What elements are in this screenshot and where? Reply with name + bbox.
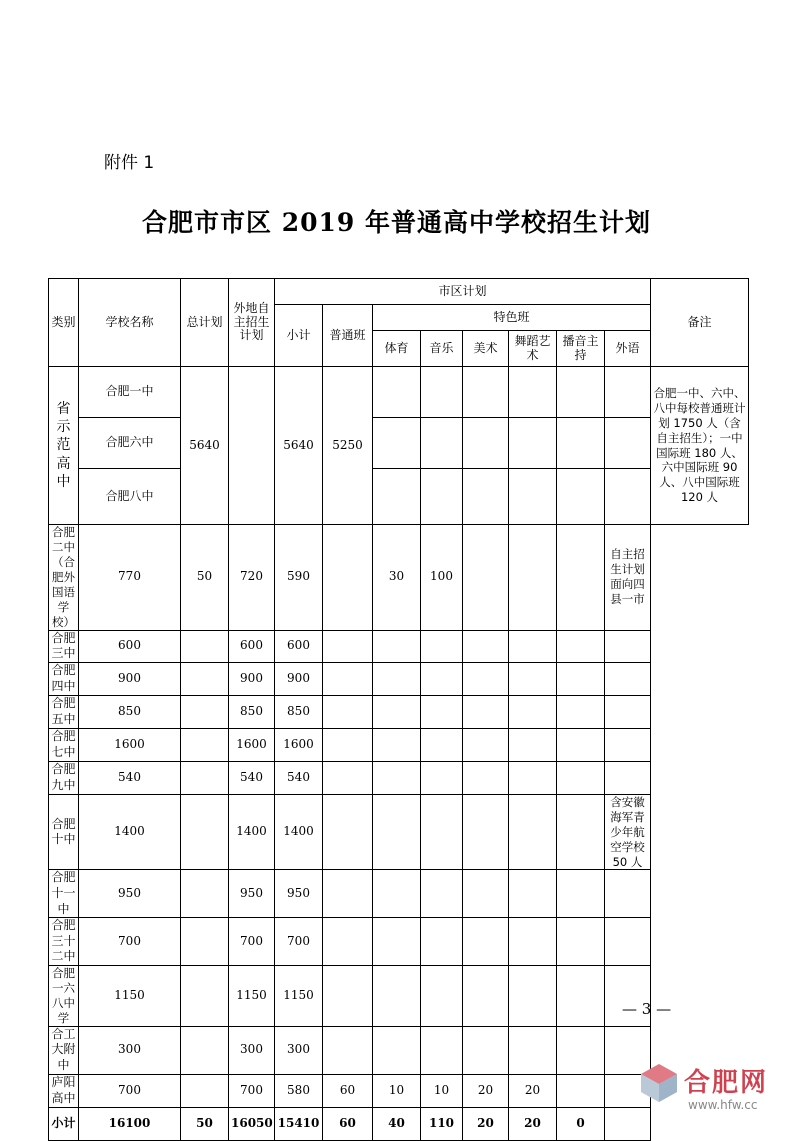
header-broadcast: 播音主持 bbox=[557, 331, 605, 367]
subtotal-cell: 950 bbox=[229, 870, 275, 918]
total-cell: 850 bbox=[79, 695, 181, 728]
table-row bbox=[49, 630, 749, 662]
sports-cell bbox=[323, 695, 373, 728]
music-cell bbox=[373, 966, 421, 1027]
document-title: 合肥市市区 2019 年普通高中学校招生计划 bbox=[142, 208, 651, 237]
art-cell bbox=[421, 695, 463, 728]
school-name: 合肥五中 bbox=[49, 695, 79, 728]
table-row bbox=[49, 728, 749, 761]
broadcast-cell bbox=[509, 525, 557, 631]
header-art: 美术 bbox=[463, 331, 509, 367]
art-cell: 100 bbox=[421, 525, 463, 631]
hfw-logo-icon bbox=[638, 1062, 680, 1104]
outside-cell bbox=[181, 966, 229, 1027]
total-cell: 1400 bbox=[79, 794, 181, 870]
school-name: 庐阳高中 bbox=[49, 1074, 79, 1107]
remarks-cell bbox=[605, 761, 651, 794]
sports-cell bbox=[323, 1026, 373, 1074]
page-number: — 3 — bbox=[622, 1000, 672, 1018]
outside-cell bbox=[181, 662, 229, 695]
total-cell: 700 bbox=[79, 918, 181, 966]
dance-cell: 20 bbox=[463, 1074, 509, 1107]
sports-cell bbox=[323, 870, 373, 918]
broadcast-cell bbox=[509, 630, 557, 662]
music-cell: 10 bbox=[373, 1074, 421, 1107]
art-cell: 10 bbox=[421, 1074, 463, 1107]
outside-cell bbox=[181, 1026, 229, 1074]
total-cell: 1600 bbox=[79, 728, 181, 761]
music-cell bbox=[373, 918, 421, 966]
school-name: 合肥三中 bbox=[49, 630, 79, 662]
table-row bbox=[49, 918, 749, 966]
remarks-cell: 合肥一中、六中、八中每校普通班计划 1750 人（含自主招生）；一中国际班 180 人、六中国际班 90 人、八中国际班 120 人 bbox=[651, 367, 749, 525]
school-name: 合肥一中 bbox=[79, 367, 181, 418]
sports-cell bbox=[323, 966, 373, 1027]
art-cell bbox=[421, 761, 463, 794]
broadcast-cell bbox=[509, 728, 557, 761]
art-cell bbox=[421, 630, 463, 662]
music-cell bbox=[373, 794, 421, 870]
school-name: 合肥七中 bbox=[49, 728, 79, 761]
header-outside: 外地自主招生计划 bbox=[229, 279, 275, 367]
remarks-cell: 自主招生计划面向四县一市 bbox=[605, 525, 651, 631]
table-row bbox=[49, 367, 749, 418]
broadcast-cell bbox=[509, 662, 557, 695]
total-outside-cell: 50 bbox=[181, 1107, 229, 1140]
regular-cell: 850 bbox=[275, 695, 323, 728]
total-cell: 700 bbox=[79, 1074, 181, 1107]
art-cell bbox=[421, 794, 463, 870]
header-foreign: 外语 bbox=[605, 331, 651, 367]
watermark-text: 合肥网 bbox=[684, 1068, 769, 1098]
regular-cell: 950 bbox=[275, 870, 323, 918]
total-cell: 950 bbox=[79, 870, 181, 918]
table-row bbox=[49, 525, 749, 631]
dance-cell bbox=[463, 918, 509, 966]
art-cell bbox=[421, 966, 463, 1027]
regular-cell: 5250 bbox=[323, 367, 373, 525]
music-cell bbox=[373, 728, 421, 761]
foreign-cell bbox=[557, 728, 605, 761]
foreign-cell bbox=[557, 918, 605, 966]
total-music-cell: 40 bbox=[373, 1107, 421, 1140]
total-broadcast-cell: 20 bbox=[509, 1107, 557, 1140]
dance-cell bbox=[463, 695, 509, 728]
outside-cell bbox=[181, 761, 229, 794]
total-label: 小计 bbox=[49, 1107, 79, 1140]
attachment-label: 附件 1 bbox=[104, 153, 155, 173]
sports-cell bbox=[323, 918, 373, 966]
regular-cell: 580 bbox=[275, 1074, 323, 1107]
regular-cell: 540 bbox=[275, 761, 323, 794]
outside-cell bbox=[181, 630, 229, 662]
header-remarks: 备注 bbox=[651, 279, 749, 367]
subtotal-cell: 720 bbox=[229, 525, 275, 631]
school-name: 合肥十一中 bbox=[49, 870, 79, 918]
total-cell: 540 bbox=[79, 761, 181, 794]
total-cell: 1150 bbox=[79, 966, 181, 1027]
art-cell bbox=[421, 918, 463, 966]
dance-cell bbox=[463, 794, 509, 870]
header-regular: 普通班 bbox=[323, 305, 373, 367]
foreign-cell bbox=[557, 1026, 605, 1074]
category-cell bbox=[49, 367, 79, 525]
art-cell bbox=[421, 1026, 463, 1074]
total-cell: 5640 bbox=[181, 367, 229, 525]
regular-cell: 600 bbox=[275, 630, 323, 662]
header-sports: 体育 bbox=[373, 331, 421, 367]
header-dance: 舞蹈艺术 bbox=[509, 331, 557, 367]
remarks-cell bbox=[605, 728, 651, 761]
outside-cell bbox=[181, 794, 229, 870]
outside-cell bbox=[181, 728, 229, 761]
music-cell bbox=[373, 695, 421, 728]
dance-cell bbox=[463, 761, 509, 794]
subtotal-cell: 5640 bbox=[275, 367, 323, 525]
watermark-url: www.hfw.cc bbox=[688, 1098, 758, 1112]
sports-cell bbox=[323, 761, 373, 794]
sports-cell bbox=[323, 662, 373, 695]
header-subtotal: 小计 bbox=[275, 305, 323, 367]
watermark bbox=[638, 1060, 788, 1118]
total-dance-cell: 20 bbox=[463, 1107, 509, 1140]
foreign-cell bbox=[557, 525, 605, 631]
school-name: 合肥二中（合肥外国语学校） bbox=[49, 525, 79, 631]
broadcast-cell bbox=[509, 1026, 557, 1074]
subtotal-cell: 600 bbox=[229, 630, 275, 662]
foreign-cell bbox=[557, 761, 605, 794]
broadcast-cell bbox=[509, 966, 557, 1027]
music-cell bbox=[373, 1026, 421, 1074]
remarks-cell bbox=[605, 630, 651, 662]
table-row bbox=[49, 761, 749, 794]
table-row bbox=[49, 695, 749, 728]
school-name: 合肥九中 bbox=[49, 761, 79, 794]
header-total: 总计划 bbox=[181, 279, 229, 367]
foreign-cell bbox=[557, 695, 605, 728]
subtotal-cell: 1400 bbox=[229, 794, 275, 870]
foreign-cell bbox=[557, 662, 605, 695]
dance-cell bbox=[463, 1026, 509, 1074]
regular-cell: 1150 bbox=[275, 966, 323, 1027]
header-special: 特色班 bbox=[373, 305, 651, 331]
broadcast-cell bbox=[509, 918, 557, 966]
total-cell: 770 bbox=[79, 525, 181, 631]
subtotal-cell: 1600 bbox=[229, 728, 275, 761]
broadcast-cell bbox=[509, 695, 557, 728]
broadcast-cell: 20 bbox=[509, 1074, 557, 1107]
sports-cell bbox=[323, 630, 373, 662]
school-name: 合肥一六八中学 bbox=[49, 966, 79, 1027]
subtotal-cell: 900 bbox=[229, 662, 275, 695]
subtotal-cell: 1150 bbox=[229, 966, 275, 1027]
school-name: 合肥四中 bbox=[49, 662, 79, 695]
school-name: 合肥八中 bbox=[79, 469, 181, 525]
dance-cell bbox=[463, 662, 509, 695]
regular-cell: 1400 bbox=[275, 794, 323, 870]
regular-cell: 1600 bbox=[275, 728, 323, 761]
total-subtotal-cell: 16050 bbox=[229, 1107, 275, 1140]
category-text: 省 示 范 高 中 bbox=[56, 401, 71, 490]
regular-cell: 590 bbox=[275, 525, 323, 631]
header-music: 音乐 bbox=[421, 331, 463, 367]
total-foreign-cell: 0 bbox=[557, 1107, 605, 1140]
subtotal-cell: 540 bbox=[229, 761, 275, 794]
total-sports-cell: 60 bbox=[323, 1107, 373, 1140]
table-row bbox=[49, 662, 749, 695]
foreign-cell bbox=[557, 966, 605, 1027]
remarks-cell bbox=[605, 918, 651, 966]
table-row bbox=[49, 870, 749, 918]
foreign-cell bbox=[557, 1074, 605, 1107]
foreign-cell bbox=[557, 870, 605, 918]
art-cell bbox=[421, 662, 463, 695]
total-total-cell: 16100 bbox=[79, 1107, 181, 1140]
table-row bbox=[49, 418, 749, 469]
dance-cell bbox=[463, 728, 509, 761]
outside-cell bbox=[181, 870, 229, 918]
broadcast-cell bbox=[509, 794, 557, 870]
remarks-cell bbox=[605, 662, 651, 695]
dance-cell bbox=[463, 870, 509, 918]
total-regular-cell: 15410 bbox=[275, 1107, 323, 1140]
music-cell bbox=[373, 761, 421, 794]
header-category: 类别 bbox=[49, 279, 79, 367]
total-cell: 600 bbox=[79, 630, 181, 662]
subtotal-cell: 700 bbox=[229, 1074, 275, 1107]
sports-cell bbox=[323, 728, 373, 761]
art-cell bbox=[421, 728, 463, 761]
foreign-cell bbox=[557, 630, 605, 662]
regular-cell: 900 bbox=[275, 662, 323, 695]
total-art-cell: 110 bbox=[421, 1107, 463, 1140]
school-name: 合肥十中 bbox=[49, 794, 79, 870]
sports-cell bbox=[323, 525, 373, 631]
school-name: 合工大附中 bbox=[49, 1026, 79, 1074]
regular-cell: 700 bbox=[275, 918, 323, 966]
subtotal-cell: 700 bbox=[229, 918, 275, 966]
school-name: 合肥六中 bbox=[79, 418, 181, 469]
broadcast-cell bbox=[509, 761, 557, 794]
art-cell bbox=[421, 870, 463, 918]
outside-cell: 50 bbox=[181, 525, 229, 631]
music-cell bbox=[373, 630, 421, 662]
subtotal-cell: 300 bbox=[229, 1026, 275, 1074]
remarks-cell bbox=[605, 695, 651, 728]
outside-cell bbox=[181, 1074, 229, 1107]
table-row bbox=[49, 469, 749, 525]
music-cell bbox=[373, 870, 421, 918]
regular-cell: 300 bbox=[275, 1026, 323, 1074]
dance-cell bbox=[463, 525, 509, 631]
school-name: 合肥三十二中 bbox=[49, 918, 79, 966]
remarks-cell: 含安徽海军青少年航空学校 50 人 bbox=[605, 794, 651, 870]
header-city-plan: 市区计划 bbox=[275, 279, 651, 305]
dance-cell bbox=[463, 630, 509, 662]
total-cell: 900 bbox=[79, 662, 181, 695]
header-school: 学校名称 bbox=[79, 279, 181, 367]
broadcast-cell bbox=[509, 870, 557, 918]
sports-cell bbox=[323, 794, 373, 870]
remarks-cell bbox=[605, 870, 651, 918]
dance-cell bbox=[463, 966, 509, 1027]
music-cell: 30 bbox=[373, 525, 421, 631]
outside-cell bbox=[181, 918, 229, 966]
outside-cell bbox=[181, 695, 229, 728]
foreign-cell bbox=[557, 794, 605, 870]
sports-cell: 60 bbox=[323, 1074, 373, 1107]
music-cell bbox=[373, 662, 421, 695]
subtotal-cell: 850 bbox=[229, 695, 275, 728]
table-row bbox=[49, 794, 749, 870]
total-cell: 300 bbox=[79, 1026, 181, 1074]
